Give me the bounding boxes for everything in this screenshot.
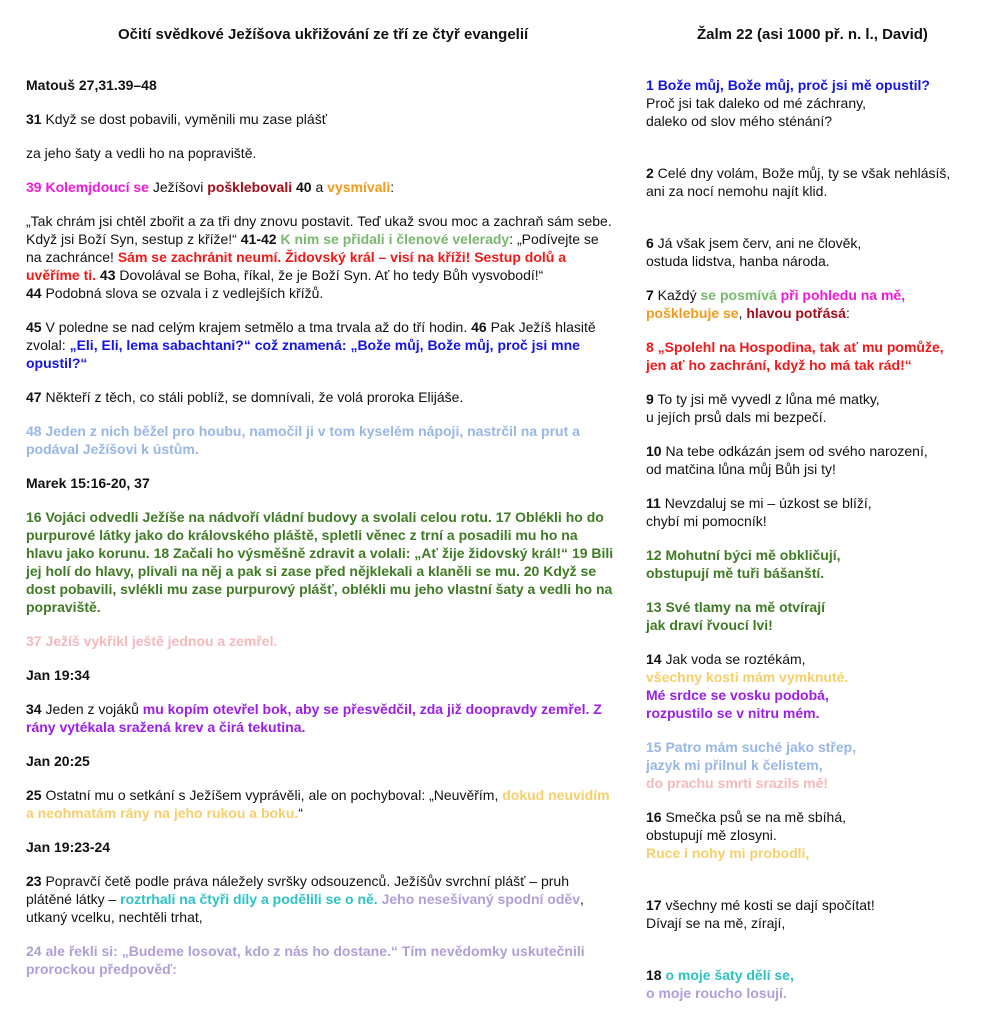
- verse-text: Jeden z vojáků: [41, 701, 143, 717]
- verse-number: 39: [26, 179, 42, 195]
- verse-line: Každý: [653, 287, 701, 303]
- verse-number: 31: [26, 111, 42, 127]
- verse-highlight: ale řekli si: „Budeme losovat, kdo z nás ho dostane.“ Tím nevědomky uskutečnili prorockou předpověď:: [26, 943, 585, 977]
- verse-text: Někteří z těch, co stáli poblíž, se domnívali, že volá proroka Elijáše.: [41, 389, 464, 405]
- verse-text: „Tak chrám jsi chtěl zbořit a za tři dny znovu postavit. Teď ukaž svou moc a zachraň sám sebe. Když jsi Boží Syn, sestup z kříže!“: [26, 213, 612, 247]
- verse-m39-40: [26, 178, 616, 196]
- marek-heading: Marek 15:16-20, 37: [26, 475, 150, 491]
- verse-line: Smečka psů se na mě sbíhá,: [661, 809, 847, 825]
- verse-highlight: Mohutní býci mě obkličují,: [661, 547, 841, 563]
- left-column-heading: Očití svědkové Ježíšova ukřižování ze tří ze čtyř evangelií: [118, 26, 529, 43]
- verse-number: 41-42: [240, 231, 277, 247]
- right-column-heading: Žalm 22 (asi 1000 př. n. l., David): [697, 26, 928, 43]
- verse-line: Celé dny volám, Bože můj, ty se však nehlásíš,: [653, 165, 951, 181]
- verse-text: Dovolával se Boha, říkal, že je Boží Syn. Ať ho tedy Bůh vysvobodí!“: [115, 267, 544, 283]
- verse-line: Na tebe odkázán jsem od svého narození,: [661, 443, 928, 459]
- verse-highlight: Vojáci odvedli Ježíše na nádvoří vládní budovy a svolali celou rotu.: [41, 509, 496, 525]
- verse-highlight: Oblékli ho do purpurové látky jako do královského pláště, spletli věnec z trní a posadili mu ho na hlavu jako korunu.: [26, 509, 604, 561]
- verse-number: 37: [26, 633, 42, 649]
- verse-highlight: dokud neuvidím a neohmatám rány na jeho rukou a boku.: [26, 787, 610, 821]
- verse-line: ostuda lidstva, hanba národa.: [646, 253, 830, 269]
- verse-highlight: „Eli, Eli, lema sabachtani?“ což znamená: „Bože můj, Bože můj, proč jsi mne opustil?“: [26, 337, 580, 371]
- verse-highlight: Patro mám suché jako střep,: [661, 739, 857, 755]
- verse-text: a: [311, 179, 328, 195]
- verse-number: 11: [646, 495, 661, 511]
- verse-highlight: K nim se přidali i členové velerady: [280, 231, 510, 247]
- verse-highlight: rozpustilo se v nitru mém.: [646, 705, 820, 721]
- verse-number: 20: [523, 563, 540, 579]
- verse-line: všechny mé kosti se dají spočítat!: [661, 897, 875, 913]
- verse-line: To ty jsi mě vyvedl z lůna mé matky,: [653, 391, 880, 407]
- verse-highlight: jen ať ho zachrání, když ho má tak rád!“: [646, 357, 912, 373]
- verse-k37: [26, 632, 616, 650]
- psalm-verse-1: [646, 76, 966, 130]
- psalm-verse-16: [646, 808, 966, 862]
- verse-highlight: všechny kosti mám vymknuté.: [646, 669, 849, 685]
- verse-j34: [26, 700, 616, 736]
- verse-text: : „Podívejte se na zachránce!: [26, 231, 599, 265]
- verse-number: 16: [26, 509, 42, 525]
- verse-highlight: vysmívali: [327, 179, 391, 195]
- verse-highlight: Kolemjdoucí se: [45, 179, 149, 195]
- jan-20-25-heading: Jan 20:25: [26, 753, 90, 769]
- verse-number: 17: [495, 509, 512, 525]
- verse-number: 45: [26, 319, 42, 335]
- psalm-verse-11: [646, 494, 966, 530]
- verse-highlight: Bože můj, Bože můj, proč jsi mě opustil?: [657, 77, 930, 93]
- verse-line: od matčina lůna můj Bůh jsi ty!: [646, 461, 836, 477]
- verse-number: 44: [26, 285, 42, 301]
- psalm-verse-18: [646, 966, 966, 1002]
- verse-line: Proč jsi tak daleko od mé záchrany,: [646, 95, 866, 111]
- psalm-verse-7: [646, 286, 966, 322]
- verse-number: 23: [26, 873, 42, 889]
- verse-highlight: pošklebovali: [207, 179, 293, 195]
- psalm-verse-14: [646, 650, 966, 722]
- verse-text: Když se dost pobavili, vyměnili mu zase plášť: [41, 111, 327, 127]
- verse-highlight: obstupují mě tuři bášanští.: [646, 565, 825, 581]
- verse-highlight: jak draví řvoucí lvi!: [646, 617, 773, 633]
- psalm-column: [646, 76, 966, 1002]
- verse-text: Podobná slova se ozvala i z vedlejších křížů.: [41, 285, 324, 301]
- verse-number: 1: [646, 77, 654, 93]
- psalm-verse-12: [646, 546, 966, 582]
- verse-highlight: Ruce i nohy mi probodli,: [646, 845, 810, 861]
- matous-heading: Matouš 27,31.39–48: [26, 77, 157, 93]
- jan-19-23-heading: Jan 19:23-24: [26, 839, 111, 855]
- verse-number: 19: [571, 545, 588, 561]
- verse-number: 10: [646, 443, 662, 459]
- psalm-verse-9: [646, 390, 966, 426]
- verse-highlight: při pohledu na mě,: [780, 287, 906, 303]
- verse-line: :: [845, 305, 850, 321]
- verse-number: 9: [646, 391, 654, 407]
- gospel-column: [26, 76, 616, 994]
- verse-highlight: o moje šaty dělí se,: [661, 967, 794, 983]
- verse-line: u jejích prsů dals mi bezpečí.: [646, 409, 827, 425]
- verse-k16-20: [26, 508, 616, 616]
- verse-m40-44: [26, 212, 616, 302]
- verse-number: 6: [646, 235, 654, 251]
- verse-highlight: Mé srdce se vosku podobá,: [646, 687, 829, 703]
- verse-j23: [26, 872, 616, 926]
- verse-line: Nevzdaluj se mi – úzkost se blíží,: [660, 495, 872, 511]
- verse-number: 13: [646, 599, 662, 615]
- verse-m31: [26, 110, 616, 128]
- verse-highlight: pošklebuje se: [646, 305, 739, 321]
- verse-j24: [26, 942, 616, 978]
- verse-highlight: Ježíš vykřikl ještě jednou a zemřel.: [41, 633, 278, 649]
- verse-highlight: Své tlamy na mě otvírají: [661, 599, 825, 615]
- verse-highlight: Bili jej holí do hlavy, plivali na něj a pak si zase před nějklekali a klaněli se mu.: [26, 545, 614, 579]
- verse-highlight: Jeho nesešívaný spodní oděv: [381, 891, 580, 907]
- verse-line: chybí mi pomocník!: [646, 513, 767, 529]
- verse-text: Popravčí četě podle práva náležely svršky odsouzenců. Ježíšův svrchní plášť – pruh plátěné látky –: [26, 873, 569, 907]
- psalm-verse-13: [646, 598, 966, 634]
- verse-line: ani za nocí nemohu najít klid.: [646, 183, 828, 199]
- verse-text: V poledne se nad celým krajem setmělo a tma trvala až do tří hodin.: [41, 319, 472, 335]
- verse-line: daleko od slov mého sténání?: [646, 113, 833, 129]
- verse-highlight: mu kopím otevřel bok, aby se přesvědčil, zda již doopravdy zemřel. Z rány vytékala sražená krev a čirá tekutina.: [26, 701, 602, 735]
- verse-text: Ježíšovi: [148, 179, 208, 195]
- verse-text: , utkaný vcelku, nechtěli trhat,: [26, 891, 584, 925]
- verse-line: ,: [738, 305, 747, 321]
- psalm-verse-2: [646, 164, 966, 200]
- verse-line: Já však jsem červ, ani ne člověk,: [653, 235, 862, 251]
- verse-m47: [26, 388, 616, 406]
- verse-number: 18: [153, 545, 170, 561]
- psalm-verse-8: [646, 338, 966, 374]
- verse-number: 15: [646, 739, 662, 755]
- verse-highlight: Sám se zachránit neumí. Židovský král – visí na kříži! Sestup dolů a uvěříme ti.: [26, 249, 567, 283]
- verse-number: 2: [646, 165, 654, 181]
- verse-text: Ostatní mu o setkání s Ježíšem vyprávěli, ale on pochyboval: „Neuvěřím,: [41, 787, 503, 803]
- verse-text: Pak Ježíš hlasitě zvolal:: [26, 319, 596, 353]
- verse-highlight: jazyk mi přilnul k čelistem,: [646, 757, 823, 773]
- psalm-verse-10: [646, 442, 966, 478]
- verse-number: 18: [646, 967, 662, 983]
- verse-highlight: Jeden z nich běžel pro houbu, namočil ji v tom kyselém nápoji, nastrčil na prut a podával Ježíšovi k ústům.: [26, 423, 580, 457]
- verse-number: 43: [99, 267, 116, 283]
- verse-number: 24: [26, 943, 42, 959]
- verse-number: 7: [646, 287, 654, 303]
- verse-highlight: hlavou potřásá: [746, 305, 846, 321]
- verse-m48: [26, 422, 616, 458]
- verse-highlight: o moje roucho losují.: [646, 985, 787, 1001]
- verse-m45-46: [26, 318, 616, 372]
- psalm-verse-6: [646, 234, 966, 270]
- verse-number: 34: [26, 701, 42, 717]
- verse-highlight: se posmívá: [700, 287, 777, 303]
- verse-line: Jak voda se roztékám,: [661, 651, 806, 667]
- verse-text: “: [298, 805, 303, 821]
- jan-19-34-heading: Jan 19:34: [26, 667, 90, 683]
- verse-highlight: roztrhali na čtyři díly a podělili se o ně.: [120, 891, 378, 907]
- verse-m31-cont: za jeho šaty a vedli ho na popraviště.: [26, 145, 257, 161]
- verse-highlight: do prachu smrti srazils mě!: [646, 775, 829, 791]
- verse-number: 12: [646, 547, 662, 563]
- verse-number: 17: [646, 897, 662, 913]
- verse-number: 46: [471, 319, 487, 335]
- verse-number: 8: [646, 339, 654, 355]
- verse-j25: [26, 786, 616, 822]
- verse-number: 48: [26, 423, 42, 439]
- verse-number: 25: [26, 787, 42, 803]
- verse-line: Dívají se na mě, zírají,: [646, 915, 786, 931]
- verse-number: 40: [296, 179, 312, 195]
- verse-highlight: Začali ho výsměšně zdravit a volali: „Ať žije židovský král!“: [169, 545, 572, 561]
- verse-number: 47: [26, 389, 42, 405]
- verse-highlight: Když se dost pobavili, svlékli mu zase purpurový plášť, oblékli mu jeho vlastní šaty a vedli ho na popraviště.: [26, 563, 613, 615]
- psalm-verse-17: [646, 896, 966, 932]
- psalm-verse-15: [646, 738, 966, 792]
- verse-text: :: [390, 179, 395, 195]
- verse-line: obstupují mě zlosyni.: [646, 827, 777, 843]
- verse-number: 16: [646, 809, 662, 825]
- verse-highlight: „Spolehl na Hospodina, tak ať mu pomůže,: [653, 339, 944, 355]
- verse-number: 14: [646, 651, 662, 667]
